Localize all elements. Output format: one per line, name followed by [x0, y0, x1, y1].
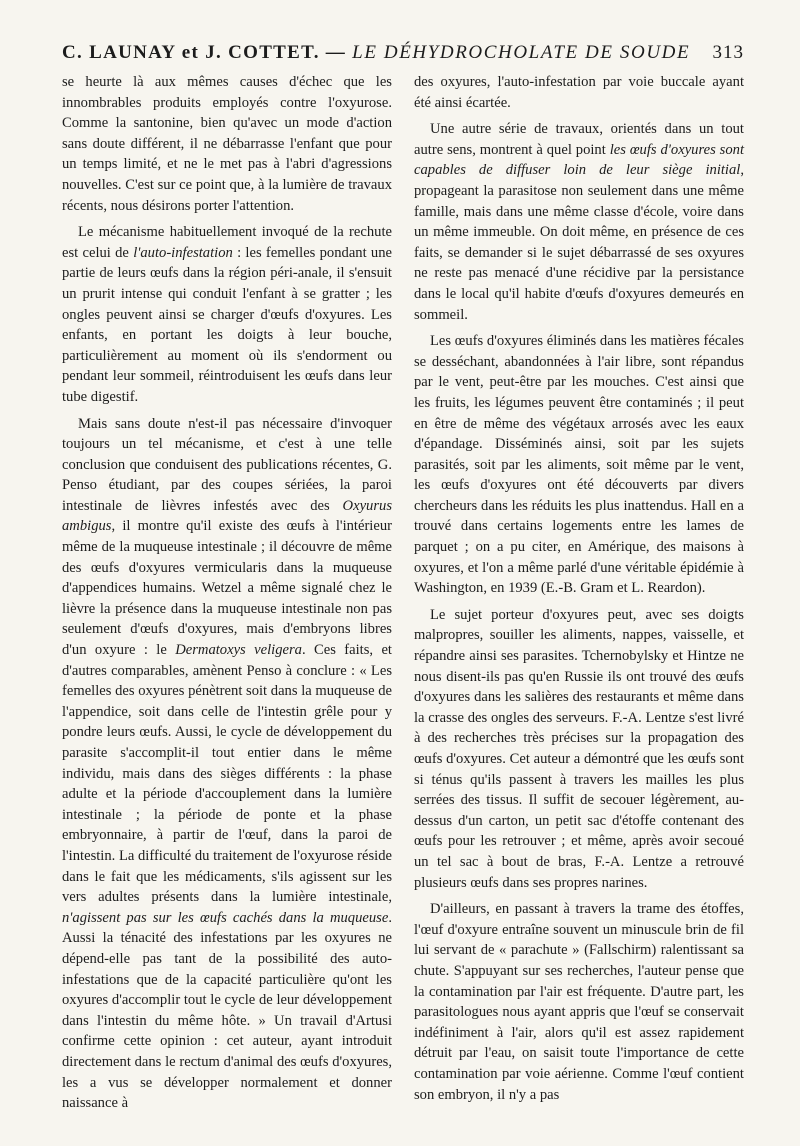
text-columns [62, 72, 744, 1114]
italic-term: Oxyurus ambigus [62, 497, 392, 535]
left-column [62, 72, 392, 1114]
text-run: Mais sans doute n'est-il pas nécessaire d'invoquer toujours un tel mécanisme, et c'est à une telle conclusion que conduisent des publications récentes, G. Penso étudiant, par des coupes sériées, la paroi intestinale de lièvres infestés avec des [62, 415, 392, 514]
header-separator: — [319, 42, 353, 63]
left-paragraph-3 [62, 414, 392, 1114]
text-run: Une autre série de travaux, orientés dans un tout autre sens, montrent à quel point [414, 121, 744, 158]
text-run: , il montre qu'il existe des œufs à l'intérieur même de la muqueuse intestinale ; il découvre de même des œufs d'oxyures vermicularis dans la muqueuse d'appendices humains. Wetzel a même signalé chez le lièvre la présence dans la muqueuse intestinale non pas seulement d'œufs d'oxyures, mais d'embryons libres d'un oxyure : le [62, 518, 392, 659]
text-run: . Ces faits, et d'autres comparables, amènent Penso à conclure : « Les femelles des oxyures pénètrent soit dans la muqueuse de l'appendice, soit dans celle de l'intestin grêle pour y pondre leurs œufs. Aussi, le cycle de développement du parasite s'accomplit-il tout entier dans le même individu, mais dans des sièges différents : la phase adulte et la période d'accouplement dans la lumière intestinale ; la période de ponte et la phase embryonnaire, à partir de l'œuf, dans la paroi de l'intestin. La difficulté du traitement de l'oxyurose réside dans le fait que les médicaments, s'ils agissent sur les vers adultes présents dans la lumière intestinale, [62, 642, 393, 906]
left-paragraph-2 [62, 222, 392, 407]
right-column [414, 72, 744, 1114]
right-paragraph-2 [414, 119, 744, 325]
text-run: , propageant la parasitose non seulement dans une même famille, mais dans une même classe d'école, voire dans un même immeuble. On doit même, en présence de ces faits, se demander si le sujet débarrassé de ses oxyures ne reste pas menacé d'une récidive par la persistance dans le local qu'il habite d'œufs d'oxyures demeurés en sommeil. [414, 162, 744, 323]
left-paragraph-1: se heurte là aux mêmes causes d'échec que les innombrables produits employés contre l'oxyurose. Comme la santonine, bien qu'avec un mode d'action sans doute différent, il ne débarrasse l'enfant que pour un temps limité, et ne le met pas à l'abri d'agressions nouvelles. C'est sur ce point que, à la lumière de travaux récents, nous désirons porter l'attention. [62, 74, 392, 214]
right-paragraph-4: Le sujet porteur d'oxyures peut, avec ses doigts malpropres, souiller les aliments, nappes, vaisselle, et répandre ainsi ses parasites. Tchernobylsky et Hintze ne nous disent-ils pas qu'en Russie ils ont trouvé des œufs d'oxyures dans les salières des restaurants et même dans la crasse des ongles des serveurs. F.-A. Lentze s'est livré à des recherches très précises sur la propagation des œufs d'oxyures. Cet auteur a démontré que les œufs sont si ténus qu'ils passent à travers les mailles les plus serrées des tissus. Il suffit de secouer légèrement, au-dessus d'un carton, un petit sac d'étoffe contenant des œufs pour les retrouver ; et même, après avoir secoué un tel sac à bout de bras, F.-A. Lentze a retrouvé plusieurs œufs dans ses propres narines. [414, 606, 744, 891]
page-number: 313 [712, 42, 744, 63]
text-run: . Aussi la ténacité des infestations par les oxyures ne dépend-elle pas tant de la possibilité des auto-infestations que de la capacité particulière qu'ont les oxyures d'accomplir tout le cycle de leur développement dans l'intestin du même hôte. » Un travail d'Artusi confirme cette opinion : cet auteur, ayant introduit directement dans le rectum d'animal des œufs d'oxyures, les a vus se développer normalement et donner naissance à [62, 909, 392, 1112]
italic-term: Dermatoxys veligera [175, 642, 302, 659]
text-run: Le mécanisme habituellement invoqué de la rechute est celui de [62, 224, 392, 261]
right-paragraph-5: D'ailleurs, en passant à travers la trame des étoffes, l'œuf d'oxyure entraîne souvent un minuscule brin de fil lui servant de « parachute » (Fallschirm) ralentissant sa chute. S'appuyant sur ses recherches, l'auteur pense que la contamination par l'air est fréquente. D'autre part, les parasitologues nous ayant appris que l'œuf se conservait indéfiniment à l'air, alors qu'il est assez rapidement détruit par l'eau, on saisit toute l'importance de cette contamination par voie aérienne. Comme l'œuf contient son embryon, il n'y a pas [414, 901, 744, 1103]
header-authors: C. LAUNAY et J. COTTET. [62, 42, 320, 63]
text-run: : les femelles pondant une partie de leurs œufs dans la région péri-anale, il s'ensuit un prurit intense qui conduit l'enfant à se gratter ; les ongles peuvent ainsi se charger d'œufs d'oxyures. Les enfants, en portant les doigts à leur bouche, particulièrement au moment où ils s'endorment ou pendant leur sommeil, réintroduisent les œufs dans leur tube digestif. [62, 244, 393, 405]
right-paragraph-1: des oxyures, l'auto-infestation par voie buccale ayant été ainsi écartée. [414, 74, 744, 111]
right-paragraph-3: Les œufs d'oxyures éliminés dans les matières fécales se desséchant, abandonnées à l'air libre, sont répandus par le vent, peut-être par les mouches. C'est ainsi que les fruits, les légumes peuvent être contaminés ; il peut en être de même des végétaux arrosés avec les eaux d'épandage. Disséminés ainsi, soit par les sujets parasités, soit par les aliments, soit même par le vent, les œufs d'oxyures ont été découverts par divers chercheurs dans les réduits les plus inattendus. Hall en a trouvé dans certains logements entre les lames de parquet ; on a pu citer, en Amérique, des maisons à oxyures, et l'on a même parlé d'une véritable épidémie à Washington, en 1939 (E.-B. Gram et L. Reardon). [414, 333, 744, 597]
italic-term: l'auto-infestation [133, 244, 233, 261]
page-header [62, 36, 744, 72]
header-title: LE DÉHYDROCHOLATE DE SOUDE [352, 42, 691, 63]
italic-term: les œufs d'oxyures sont capables de diffuser loin de leur siège initial [414, 141, 744, 179]
running-head [62, 42, 690, 64]
italic-term: n'agissent pas sur les œufs cachés dans la muqueuse [62, 909, 389, 926]
